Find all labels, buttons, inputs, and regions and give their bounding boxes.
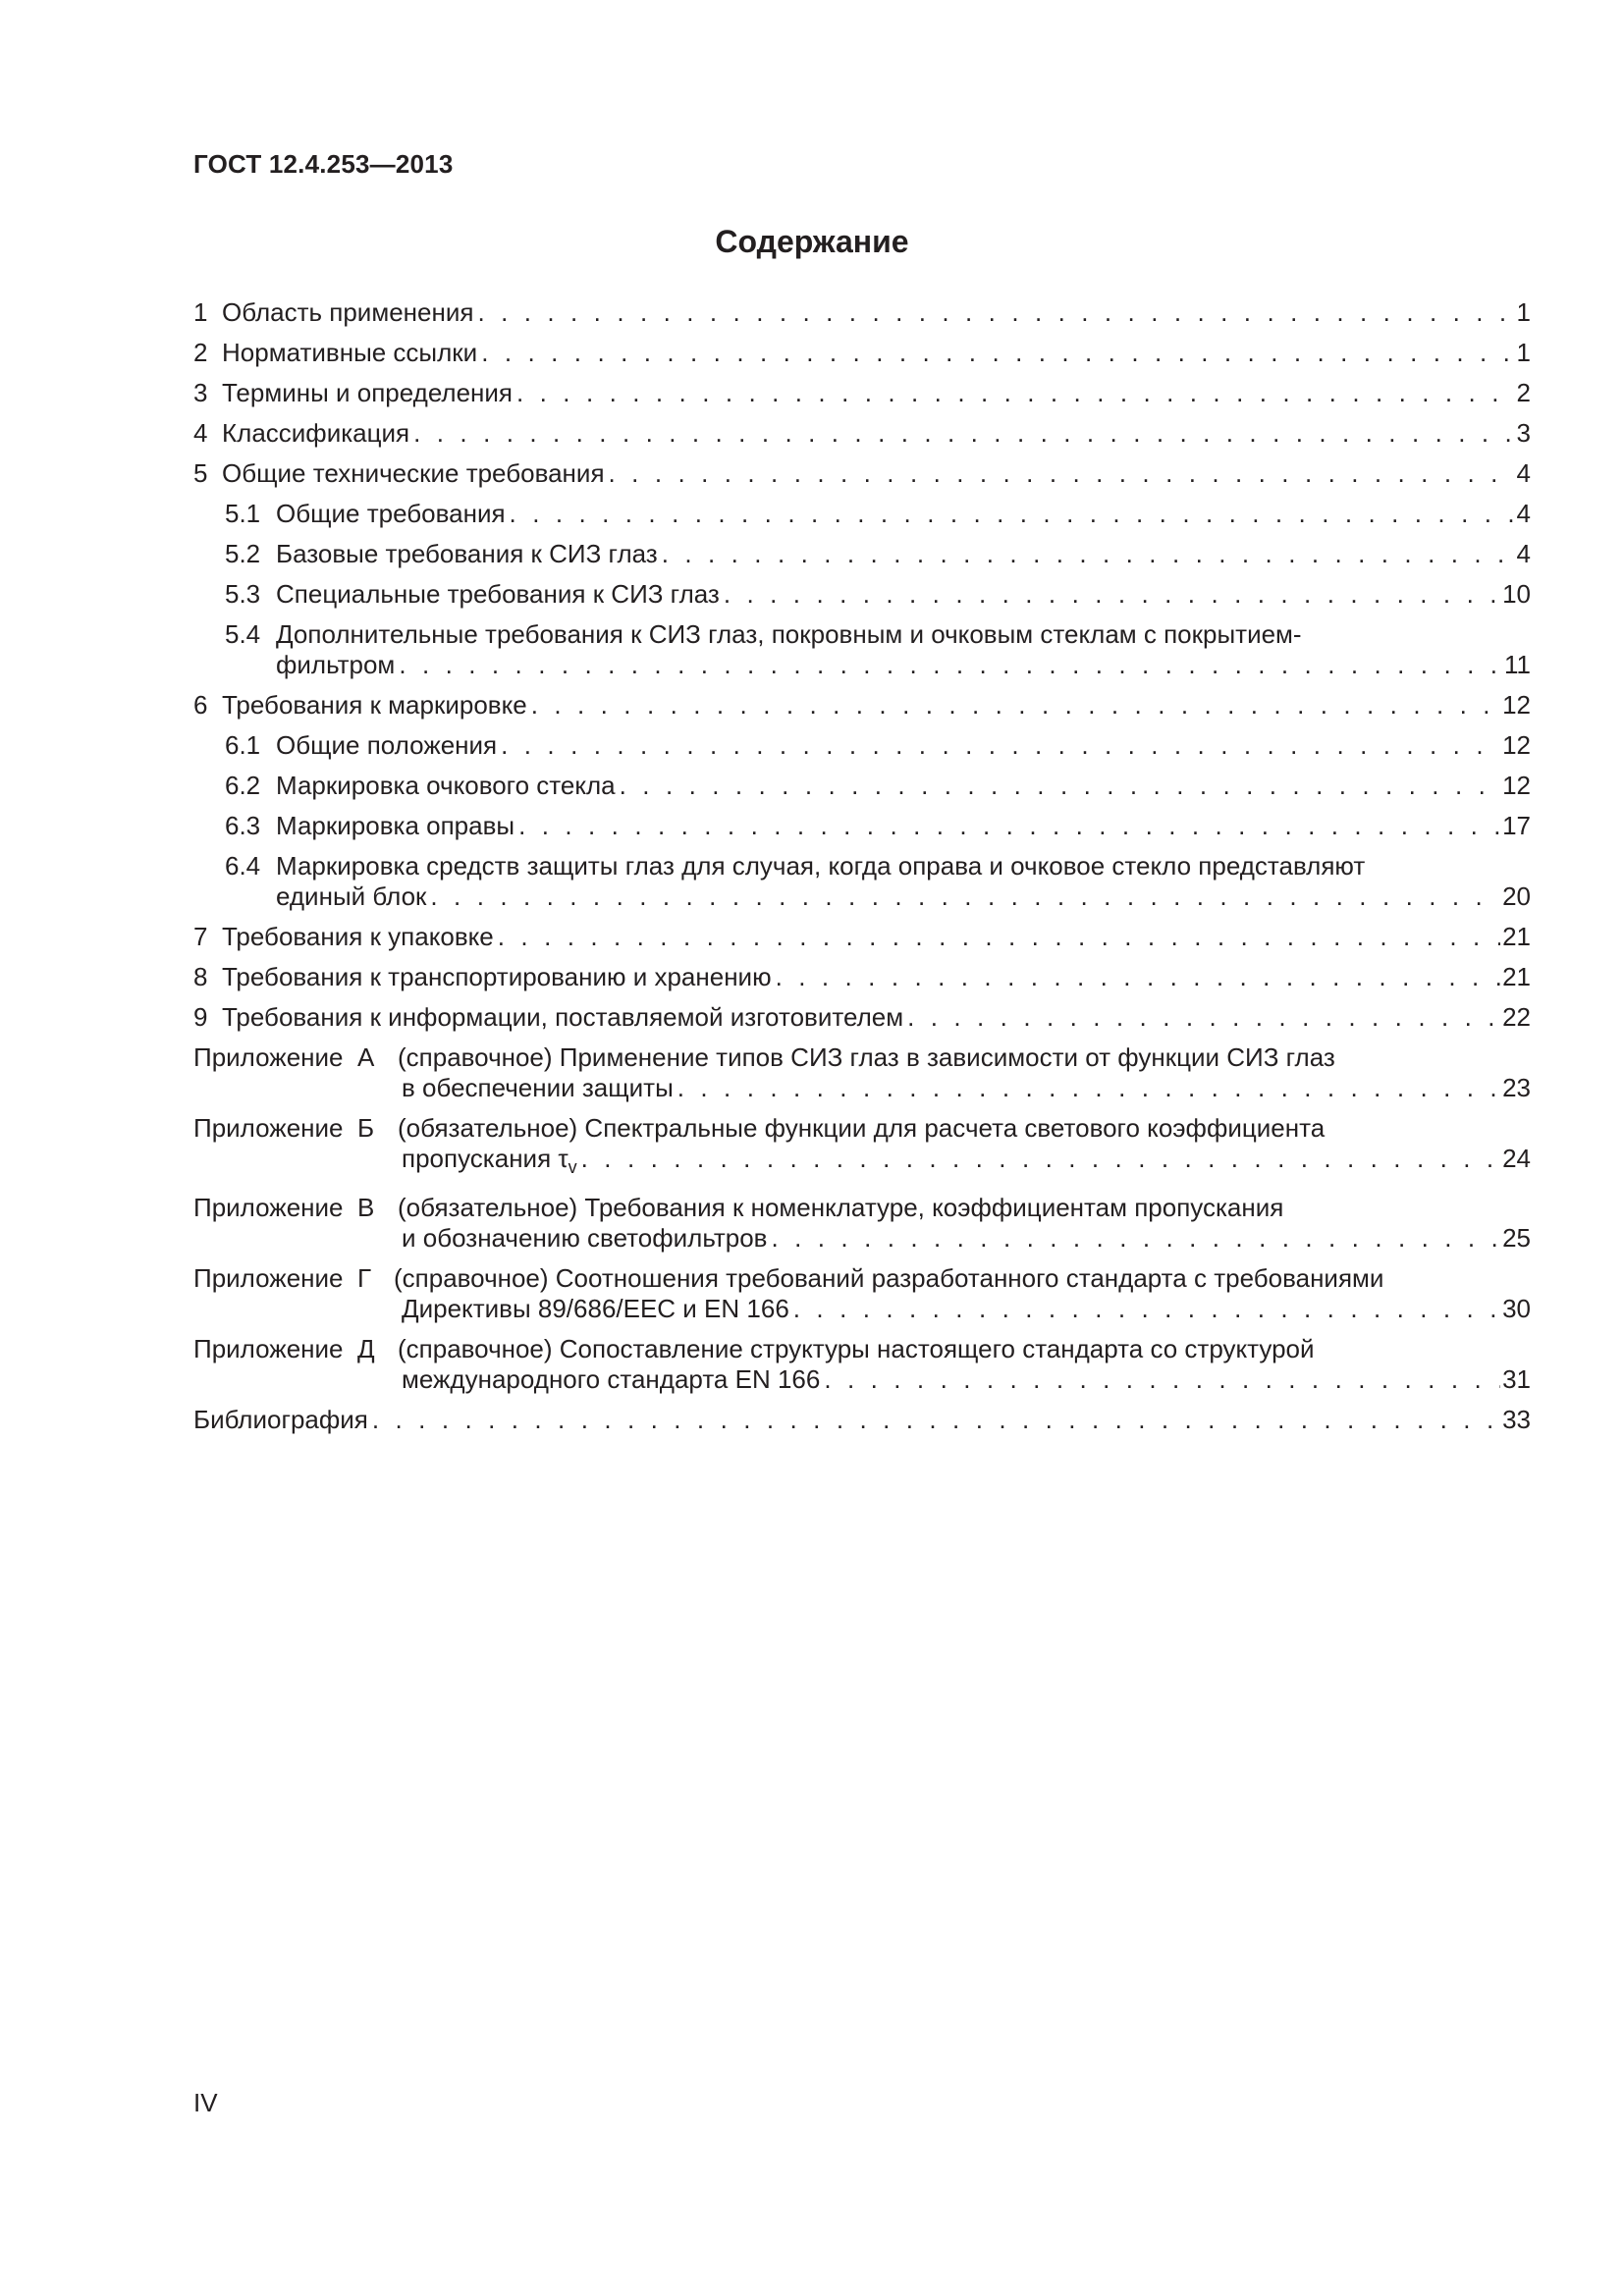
- toc-page: 24: [1502, 1144, 1531, 1173]
- toc-number: 6.3: [225, 811, 261, 840]
- toc-entry-5-2[interactable]: [193, 539, 1531, 569]
- toc-page: 17: [1502, 811, 1531, 840]
- toc-text: Область применения: [222, 297, 474, 327]
- appendix-label: Приложение Г: [193, 1263, 372, 1293]
- leader-dots: [789, 1294, 1500, 1324]
- toc-text: (обязательное) Требования к номенклатуре, коэффициентам пропускания: [398, 1193, 1284, 1222]
- toc-text-continued: международного стандарта EN 166: [402, 1364, 821, 1394]
- leader-dots: [494, 922, 1500, 952]
- toc-number: 8: [193, 962, 208, 991]
- subscript: v: [568, 1157, 577, 1177]
- toc-text-continued: фильтром: [276, 650, 396, 679]
- leader-dots: [497, 730, 1500, 761]
- leader-dots: [426, 881, 1500, 912]
- leader-dots: [720, 579, 1500, 610]
- toc-entry-bibliography[interactable]: [193, 1405, 1531, 1435]
- appendix-label: Приложение Д: [193, 1334, 375, 1363]
- toc-page: 11: [1504, 650, 1531, 679]
- toc-text: Общие технические требования: [222, 458, 605, 488]
- toc-text-continued: и обозначению светофильтров: [402, 1223, 768, 1253]
- toc-text: Требования к маркировке: [222, 690, 527, 720]
- toc-page: 2: [1516, 378, 1531, 407]
- page-title: Содержание: [715, 224, 909, 259]
- toc-entry-6-2[interactable]: [193, 771, 1531, 801]
- toc-page: 22: [1502, 1002, 1531, 1032]
- toc-entry-appendix-v[interactable]: [193, 1193, 1531, 1254]
- toc-number: 6.2: [225, 771, 261, 800]
- leader-dots: [577, 1144, 1500, 1174]
- toc-number: 2: [193, 338, 208, 367]
- leader-dots: [772, 962, 1500, 992]
- toc-number: 6: [193, 690, 208, 720]
- toc-page: 3: [1516, 418, 1531, 448]
- toc-text: Общие требования: [276, 499, 506, 528]
- appendix-label: Приложение В: [193, 1193, 375, 1222]
- toc-text-continued: Директивы 89/686/ЕЕС и EN 166: [402, 1294, 789, 1323]
- toc-number: 6.4: [225, 851, 261, 881]
- leader-dots: [767, 1223, 1500, 1254]
- toc-entry-5-4[interactable]: [193, 619, 1531, 680]
- toc-text: (обязательное) Спектральные функции для расчета светового коэффициента: [398, 1113, 1326, 1143]
- toc-entry-6[interactable]: [193, 690, 1531, 721]
- toc-number: 4: [193, 418, 208, 448]
- toc-page: 4: [1516, 458, 1531, 488]
- toc-page: 4: [1516, 499, 1531, 528]
- toc-entry-6-1[interactable]: [193, 730, 1531, 761]
- page-number: IV: [193, 2088, 218, 2117]
- toc-text-continued: пропускания τ: [402, 1144, 568, 1173]
- leader-dots: [903, 1002, 1500, 1033]
- leader-dots: [368, 1405, 1500, 1435]
- toc-entry-9[interactable]: [193, 1002, 1531, 1033]
- toc-text: Требования к информации, поставляемой изготовителем: [222, 1002, 904, 1032]
- leader-dots: [658, 539, 1515, 569]
- toc-entry-3[interactable]: [193, 378, 1531, 408]
- leader-dots: [616, 771, 1500, 801]
- toc-text: Базовые требования к СИЗ глаз: [276, 539, 658, 568]
- document-code: ГОСТ 12.4.253—2013: [193, 149, 454, 179]
- toc-entry-appendix-g[interactable]: [193, 1263, 1531, 1324]
- leader-dots: [473, 297, 1514, 328]
- toc-page: 12: [1502, 690, 1531, 720]
- toc-entry-appendix-b[interactable]: [193, 1113, 1531, 1183]
- toc-number: 6.1: [225, 730, 261, 760]
- appendix-label: Приложение А: [193, 1042, 375, 1072]
- toc-entry-8[interactable]: [193, 962, 1531, 992]
- toc-page: 1: [1516, 297, 1531, 327]
- toc-number: 5.2: [225, 539, 261, 568]
- appendix-label: Приложение Б: [193, 1113, 375, 1143]
- toc-text: (справочное) Соотношения требований разработанного стандарта с требованиями: [394, 1263, 1384, 1293]
- leader-dots: [409, 418, 1514, 449]
- toc-text-continued: единый блок: [276, 881, 427, 911]
- toc-entry-2[interactable]: [193, 338, 1531, 368]
- toc-page: 20: [1502, 881, 1531, 911]
- toc-page: 30: [1502, 1294, 1531, 1323]
- toc-page: 12: [1502, 730, 1531, 760]
- toc-text: Классификация: [222, 418, 410, 448]
- toc-number: 7: [193, 922, 208, 951]
- toc-page: 1: [1516, 338, 1531, 367]
- toc-page: 10: [1502, 579, 1531, 609]
- toc-text: Термины и определения: [222, 378, 514, 407]
- toc-entry-7[interactable]: [193, 922, 1531, 952]
- toc-text: Маркировка очкового стекла: [276, 771, 616, 800]
- leader-dots: [514, 811, 1500, 841]
- toc-page: 4: [1516, 539, 1531, 568]
- toc-number: 9: [193, 1002, 208, 1032]
- toc-entry-4[interactable]: [193, 418, 1531, 449]
- toc-text: (справочное) Сопоставление структуры настоящего стандарта со структурой: [398, 1334, 1315, 1363]
- toc-number: 5.4: [225, 619, 261, 649]
- toc-number: 5: [193, 458, 208, 488]
- toc-entry-5-1[interactable]: [193, 499, 1531, 529]
- toc-entry-appendix-a[interactable]: [193, 1042, 1531, 1103]
- leader-dots: [506, 499, 1515, 529]
- table-of-contents: [193, 297, 1531, 1445]
- toc-page: 25: [1502, 1223, 1531, 1253]
- toc-text: Маркировка средств защиты глаз для случая, когда оправа и очковое стекло представляют: [276, 851, 1366, 881]
- toc-text: Дополнительные требования к СИЗ глаз, покровным и очковым стеклам с покрытием-: [276, 619, 1302, 649]
- leader-dots: [477, 338, 1514, 368]
- toc-page: 23: [1502, 1073, 1531, 1102]
- toc-text-continued: в обеспечении защиты: [402, 1073, 674, 1102]
- toc-text: Общие положения: [276, 730, 498, 760]
- toc-number: 5.1: [225, 499, 261, 528]
- toc-entry-6-4[interactable]: [193, 851, 1531, 912]
- toc-text: Требования к упаковке: [222, 922, 494, 951]
- toc-entry-appendix-d[interactable]: [193, 1334, 1531, 1395]
- toc-text: Маркировка оправы: [276, 811, 515, 840]
- leader-dots: [395, 650, 1502, 680]
- toc-page: 21: [1502, 922, 1531, 951]
- toc-entry-6-3[interactable]: [193, 811, 1531, 841]
- toc-entry-5[interactable]: [193, 458, 1531, 489]
- toc-page: 21: [1502, 962, 1531, 991]
- leader-dots: [513, 378, 1515, 408]
- leader-dots: [674, 1073, 1500, 1103]
- toc-page: 31: [1502, 1364, 1531, 1394]
- toc-text: Библиография: [193, 1405, 368, 1434]
- toc-page: 12: [1502, 771, 1531, 800]
- toc-text: Нормативные ссылки: [222, 338, 478, 367]
- toc-entry-1[interactable]: [193, 297, 1531, 328]
- leader-dots: [820, 1364, 1500, 1395]
- toc-text: (справочное) Применение типов СИЗ глаз в зависимости от функции СИЗ глаз: [398, 1042, 1335, 1072]
- leader-dots: [527, 690, 1500, 721]
- toc-number: 3: [193, 378, 208, 407]
- toc-page: 33: [1502, 1405, 1531, 1434]
- toc-number: 5.3: [225, 579, 261, 609]
- toc-number: 1: [193, 297, 208, 327]
- leader-dots: [605, 458, 1515, 489]
- toc-text: Специальные требования к СИЗ глаз: [276, 579, 720, 609]
- toc-entry-5-3[interactable]: [193, 579, 1531, 610]
- toc-text: Требования к транспортированию и хранению: [222, 962, 772, 991]
